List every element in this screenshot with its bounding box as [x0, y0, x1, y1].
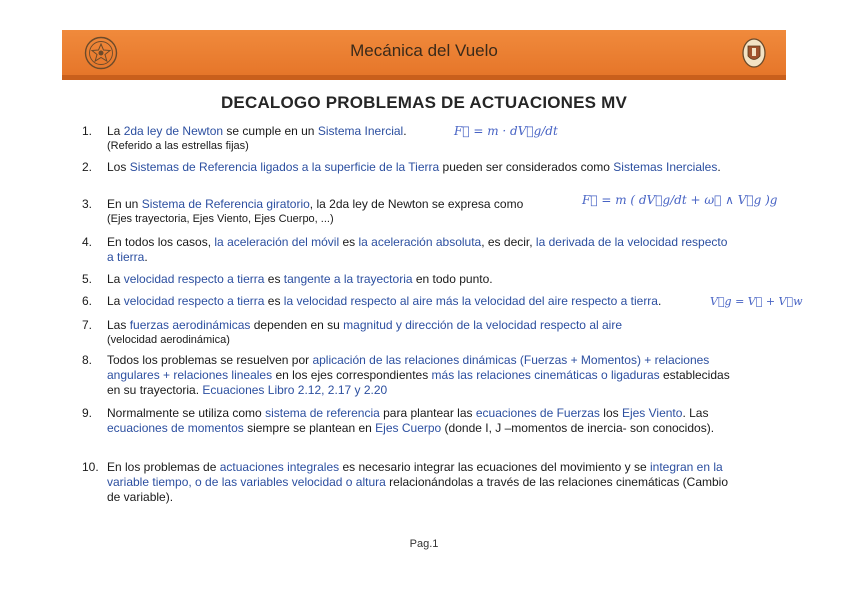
highlight-text: la velocidad respecto al aire más la velocidad del aire respecto a tierra	[283, 294, 658, 308]
item-text: dependen en su	[250, 318, 344, 332]
item-text: La	[107, 272, 124, 286]
highlight-text: Ecuaciones Libro 2.12, 2.17 y 2.20	[202, 383, 388, 397]
item-number: 8.	[82, 353, 93, 367]
item-note: (Referido a las estrellas fijas)	[107, 140, 249, 152]
item-text: , es decir,	[481, 235, 536, 249]
document-title: DECALOGO PROBLEMAS DE ACTUACIONES MV	[220, 93, 628, 112]
item-text: en los ejes correspondientes	[272, 368, 432, 382]
item-text: es	[264, 272, 284, 286]
highlight-text: más las relaciones cinemáticas o ligaduras	[431, 368, 660, 382]
highlight-text: Ejes Cuerpo	[375, 421, 442, 435]
item-text: Las	[107, 318, 130, 332]
item-text: La	[107, 124, 124, 138]
highlight-text: magnitud y dirección de la velocidad respecto al aire	[343, 318, 622, 332]
item-number: 9.	[82, 406, 93, 420]
item-text: pueden ser considerados como	[439, 160, 614, 174]
highlight-text: integran en la variable tiempo, o de las variables velocidad o altura	[107, 460, 723, 489]
item-number: 7.	[82, 318, 93, 332]
highlight-text: Sistema de Referencia giratorio	[141, 197, 310, 211]
item-number: 4.	[82, 235, 93, 249]
item-text: .	[403, 124, 407, 138]
item-number: 6.	[82, 294, 93, 308]
highlight-text: Sistema Inercial	[317, 124, 404, 138]
item-text: Los	[107, 160, 130, 174]
item-number: 10.	[82, 460, 99, 474]
highlight-text: ecuaciones de momentos	[107, 421, 244, 435]
item-number: 1.	[82, 124, 93, 138]
highlight-text: aplicación de las relaciones dinámicas (Fuerzas + Momentos) + relaciones angulares + relaciones lineales	[107, 353, 710, 382]
highlight-text: sistema de referencia	[265, 406, 380, 420]
item-text: siempre se plantean en	[243, 421, 376, 435]
highlight-text: fuerzas aerodinámicas	[129, 318, 251, 332]
highlight-text: Ejes Viento	[621, 406, 683, 420]
item-text: es necesario integrar las ecuaciones del movimiento y se	[339, 460, 650, 474]
item-number: 3.	[82, 197, 93, 211]
page-number: Pag.1	[409, 538, 439, 550]
item-text: (donde I, J –momentos de inercia- son conocidos).	[441, 421, 715, 435]
item-text: .	[717, 160, 721, 174]
handwritten-formula: F⃗ = m · dV⃗g/dt	[454, 124, 558, 138]
item-text: En los problemas de	[107, 460, 220, 474]
highlight-text: 2da ley de Newton	[123, 124, 224, 138]
item-text: para plantear las	[379, 406, 476, 420]
highlight-text: tangente a la trayectoria	[283, 272, 413, 286]
item-text: se cumple en un	[223, 124, 318, 138]
highlight-text: la aceleración del móvil	[214, 235, 340, 249]
item-text: , la 2da ley de Newton se expresa como	[309, 197, 524, 211]
highlight-text: velocidad respecto a tierra	[123, 272, 265, 286]
item-number: 5.	[82, 272, 93, 286]
item-text: relacionándolas a través de las relaciones cinemáticas (Cambio de variable).	[107, 475, 728, 504]
highlight-text: actuaciones integrales	[219, 460, 340, 474]
header-title: Mecánica del Vuelo	[350, 41, 498, 60]
item-text: Todos los problemas se resuelven por	[107, 353, 313, 367]
item-number: 2.	[82, 160, 93, 174]
item-note: (Ejes trayectoria, Ejes Viento, Ejes Cuerpo, ...)	[107, 213, 334, 225]
highlight-text: Sistemas de Referencia ligados a la superficie de la Tierra	[129, 160, 440, 174]
highlight-text: ecuaciones de Fuerzas	[475, 406, 600, 420]
item-text: los	[599, 406, 622, 420]
item-text: La	[107, 294, 124, 308]
item-text: .	[657, 294, 662, 308]
highlight-text: velocidad respecto a tierra	[123, 294, 265, 308]
header-bar-shadow	[62, 75, 786, 80]
highlight-text: la derivada de la velocidad respecto a tierra	[107, 235, 728, 264]
highlight-text: Sistemas Inerciales	[613, 160, 718, 174]
highlight-text: la aceleración absoluta	[358, 235, 482, 249]
item-text: . Las	[682, 406, 709, 420]
item-text: En un	[107, 197, 142, 211]
handwritten-formula: V⃗g = V⃗ + V⃗w	[710, 295, 803, 308]
item-text: .	[144, 250, 148, 264]
item-text: es	[339, 235, 359, 249]
item-text: establecidas en su trayectoria.	[107, 368, 730, 397]
item-text: En todos los casos,	[107, 235, 215, 249]
item-note: (velocidad aerodinámica)	[107, 334, 230, 346]
item-text: en todo punto.	[412, 272, 493, 286]
handwritten-formula: F⃗ = m ( dV⃗g/dt + ω⃗ ∧ V⃗g )g	[582, 193, 778, 207]
item-text: es	[264, 294, 284, 308]
item-text: Normalmente se utiliza como	[107, 406, 266, 420]
